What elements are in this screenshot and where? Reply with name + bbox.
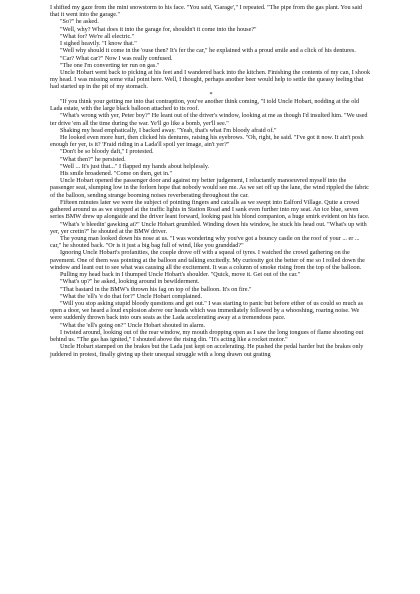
paragraph: "That bastard in the BMW's thrown his fag on top of the balloon. It's on fire." [60,285,252,293]
paragraph: "What then?" he persisted. [60,155,126,163]
paragraph: His smile broadened. "Come on then, get in." [60,170,172,178]
paragraph: The young man looked down his nose at us. "I was wondering why you've got a bouncy castle on the roof of your ... er ... car," he shouted back. "Or is it just a big bag full of wind, like you granddad?" [50,235,360,250]
document-page [50,4,372,358]
paragraph: Uncle Hobart stamped on the brakes but the Lada just kept on accelerating. He pushed the pedal harder but the brakes only juddered in protest, finally giving up their unequal struggle with a long drawn out grating [50,343,364,358]
paragraph: "Well, why? What does it into the garage for, shouldn't it come into the house?" [60,25,257,33]
paragraph: "Will you stop asking stupid bloody questions and get out." I was starting to panic but before either of us could so much as open a door, we heard a loud explosion above our heads which was immediately followed by a whooshing, roaring noise. We were suddenly thrown back into ours seats as the Lada accelerating away at a tremendous pace. [50,299,364,322]
paragraph: Pulling my head back in I thumped Uncle Hobart's shoulder. "Quick, move it. Get out of the car." [60,271,301,279]
paragraph: He looked even more hurt, then clicked his dentures, raising his eyebrows. "Oh, right, he said. "I've got it now. It ain't posh enough fer yer, is it? 'Fraid riding in a Lada'll spoil yer image, ain't yer?" [50,133,364,149]
paragraph: "What's wrong with yer, Peter boy?" He leant out of the driver's window, looking at me as though I'd insulted him. "We used ter drive 'em all the time during the war. Ye'll go like a bomb, yer'll see." [50,112,368,127]
section-separator: * [209,90,213,98]
paragraph: "Car? What car?" Now I was really confused. [60,54,173,62]
paragraph: "If you think your getting me into that contraption, you've another think coming, "I told Uncle Hobart, nodding at the old Lada estate, with the large black balloon attached to its roof. [50,97,360,113]
paragraph: Uncle Hobart opened the passenger door and against my better judgement, I reluctantly manoeuvred myself into the passenger seat, slumping low in the forlorn hope that nobody would see me. As we set off up the lane, the wind rippled the fabric of the balloon, sending strange booming noises reverberating throughout the car. [50,177,369,199]
paragraph: I twisted around, looking out of the rear window, my mouth dropping open as I saw the long tongues of flame shooting out behind us. "The gas has ignited," I shouted above the rising din. "It's acting like a rocket motor." [50,328,364,344]
section-one [50,4,372,91]
paragraph: Shaking my head emphatically, I backed away. "Yeah, that's what I'm bloody afraid of." [60,126,277,134]
paragraph: "What's up?" he asked, looking around in bewilderment. [60,278,200,286]
paragraph: "So?" he asked. [60,18,99,26]
paragraph: "What's 'e bleedin' gawking at?" Uncle Hobart grumbled. Winding down his window, he stuck his head out. "What's up with yer, yer cretin?" he shouted at the BMW driver. [50,220,367,235]
paragraph: "Well ... It's just that..." I flapped my hands about helplessly. [60,162,210,170]
paragraph: "Well why should it come in the 'ouse then? It's fer the car," he explained with a proud smile and a click of his dentures. [60,47,356,55]
paragraph: "What the 'ell's going on?" Uncle Hobart shouted in alarm. [60,321,206,329]
paragraph: "The one I'm converting ter run on gas." [60,61,160,69]
paragraph: I sighed heavily. "I know that." [60,40,137,48]
paragraph: Ignoring Uncle Hobart's profanities, the couple drove off with a squeal of tyres. I watched the crowd gathering on the pavement. One of them was pointing at the balloon and talking excitedly. My curiosity got the better of me so I rolled down the window and leant out to see what was causing all the excitement. It was a column of smoke rising from the top of the balloon. [50,249,365,271]
paragraph: Fifteen minutes later we were the subject of pointing fingers and catcalls as we swept into Ealford Village. Quite a crowd gathered around us as we stopped at the traffic lights in Station Road and I sank even further into my seat. An ice blue, seven series BMW drew up alongside and the driver leant forward, looking past his blond companion, a huge smirk evident on his face. [50,198,370,221]
section-two [50,98,372,358]
paragraph: "What for? We're all electric." [60,32,135,40]
paragraph: "What the 'ell's 'e do that for?" Uncle Hobart complained. [60,292,203,300]
paragraph: "Don't be so bloody daft," I protested. [60,148,154,156]
paragraph: Uncle Hobart went back to picking at his feet and I wandered back into the kitchen. Finishing the contents of my can, I shook my head. I was missing some vital point here. Well, I thought, perhaps another beer would help to settle the queasy feeling that had started up in the pit of my stomach. [50,68,371,91]
paragraph: I shifted my gaze from the mini snowstorm to his face. "You said, 'Garage'," I repeated. "The pipe from the gas plant. You said that it went into the garage." [50,4,363,19]
